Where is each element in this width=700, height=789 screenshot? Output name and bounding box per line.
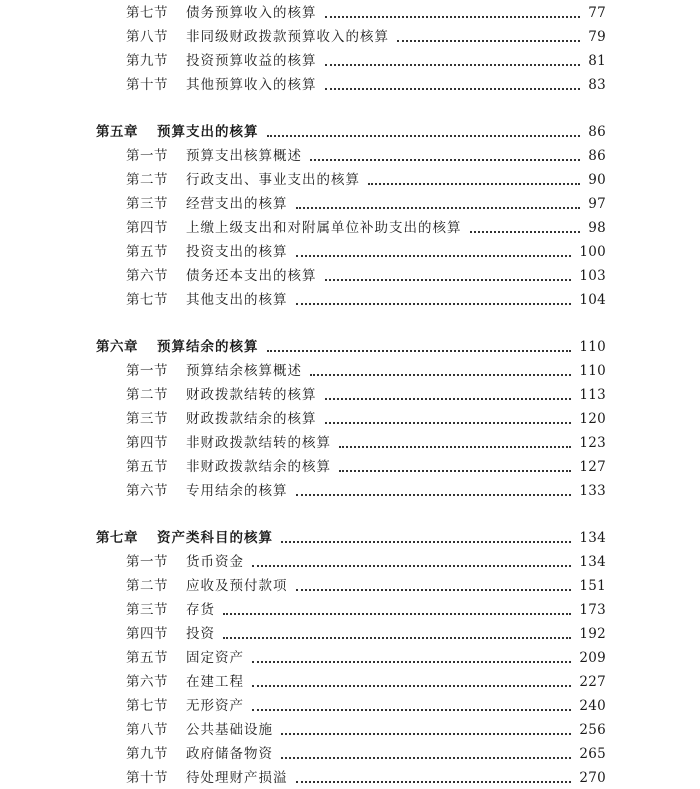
section-number: 第四节 [126,435,168,451]
page-number: 86 [588,124,606,140]
toc-section-entry [0,575,700,597]
section-title: 在建工程 [186,674,244,690]
section-number: 第六节 [126,268,168,284]
dot-leader [325,88,581,90]
dot-leader [267,135,581,137]
dot-leader [296,255,572,257]
dot-leader [252,685,571,687]
chapter-number: 第五章 [96,124,138,140]
section-number: 第三节 [126,602,168,618]
toc-section-entry [0,241,700,263]
page-number: 103 [579,268,606,284]
page-number: 192 [579,626,606,642]
dot-leader [368,183,580,185]
section-number: 第七节 [126,292,168,308]
page-number: 134 [579,554,606,570]
toc-section-entry [0,647,700,669]
dot-leader [325,16,581,18]
toc-section-entry [0,193,700,215]
toc-section-entry [0,671,700,693]
page-number: 151 [579,578,606,594]
toc-section-entry [0,551,700,573]
dot-leader [339,446,571,448]
toc-section-entry [0,599,700,621]
toc-section-entry [0,767,700,789]
page-number: 104 [579,292,606,308]
section-number: 第四节 [126,626,168,642]
section-number: 第六节 [126,483,168,499]
section-title: 非财政拨款结转的核算 [186,435,331,451]
section-number: 第五节 [126,244,168,260]
section-title: 应收及预付款项 [186,578,288,594]
page-number: 127 [579,459,606,475]
page-number: 227 [579,674,606,690]
section-number: 第一节 [126,554,168,570]
dot-leader [252,661,571,663]
chapter-title: 预算支出的核算 [157,124,259,140]
toc-section-entry [0,743,700,765]
section-number: 第十节 [126,770,168,786]
chapter-number: 第六章 [96,339,138,355]
section-number: 第八节 [126,722,168,738]
page-number: 110 [579,339,606,355]
dot-leader [339,470,571,472]
section-number: 第五节 [126,650,168,666]
toc-section-entry [0,2,700,24]
page-number: 79 [588,29,606,45]
page-number: 209 [579,650,606,666]
dot-leader [296,207,581,209]
dot-leader [325,398,572,400]
toc-chapter-entry [0,121,700,143]
section-title: 预算支出核算概述 [186,148,302,164]
dot-leader [470,231,581,233]
page-number: 133 [579,483,606,499]
toc-section-entry [0,26,700,48]
section-title: 非同级财政拨款预算收入的核算 [186,29,389,45]
section-title: 专用结余的核算 [186,483,288,499]
section-number: 第六节 [126,674,168,690]
dot-leader [296,303,572,305]
section-title: 财政拨款结余的核算 [186,411,317,427]
chapter-title: 预算结余的核算 [157,339,259,355]
toc-chapter-entry [0,527,700,549]
dot-leader [296,589,572,591]
page-number: 81 [588,53,606,69]
section-title: 行政支出、事业支出的核算 [186,172,360,188]
page-number: 86 [588,148,606,164]
section-title: 非财政拨款结余的核算 [186,459,331,475]
section-number: 第十节 [126,77,168,93]
page-number: 270 [579,770,606,786]
page-number: 97 [588,196,606,212]
dot-leader [397,40,580,42]
page-number: 90 [588,172,606,188]
section-number: 第九节 [126,746,168,762]
dot-leader [223,613,571,615]
page-number: 120 [579,411,606,427]
page-number: 98 [588,220,606,236]
section-title: 其他预算收入的核算 [186,77,317,93]
section-title: 无形资产 [186,698,244,714]
section-number: 第二节 [126,578,168,594]
dot-leader [281,541,571,543]
page-number: 134 [579,530,606,546]
page-number: 113 [579,387,606,403]
toc-section-entry [0,145,700,167]
section-title: 投资支出的核算 [186,244,288,260]
section-number: 第二节 [126,172,168,188]
chapter-number: 第七章 [96,530,138,546]
section-title: 货币资金 [186,554,244,570]
section-number: 第三节 [126,196,168,212]
section-title: 其他支出的核算 [186,292,288,308]
section-title: 投资预算收益的核算 [186,53,317,69]
section-title: 存货 [186,602,215,618]
dot-leader [281,733,571,735]
dot-leader [310,374,571,376]
page-number: 100 [579,244,606,260]
dot-leader [267,350,572,352]
section-title: 待处理财产损溢 [186,770,288,786]
page-number: 77 [588,5,606,21]
toc-section-entry [0,719,700,741]
section-number: 第四节 [126,220,168,236]
toc-section-entry [0,623,700,645]
section-number: 第一节 [126,148,168,164]
dot-leader [252,709,571,711]
page-number: 256 [579,722,606,738]
dot-leader [281,757,571,759]
page-number: 240 [579,698,606,714]
toc-section-entry [0,456,700,478]
section-number: 第七节 [126,5,168,21]
section-number: 第一节 [126,363,168,379]
page-number: 83 [588,77,606,93]
dot-leader [325,64,581,66]
section-number: 第五节 [126,459,168,475]
section-number: 第九节 [126,53,168,69]
section-title: 财政拨款结转的核算 [186,387,317,403]
section-title: 债务还本支出的核算 [186,268,317,284]
section-title: 投资 [186,626,215,642]
dot-leader [325,279,572,281]
toc-section-entry [0,289,700,311]
dot-leader [296,494,572,496]
section-title: 上缴上级支出和对附属单位补助支出的核算 [186,220,462,236]
section-title: 债务预算收入的核算 [186,5,317,21]
section-number: 第七节 [126,698,168,714]
toc-section-entry [0,384,700,406]
section-number: 第三节 [126,411,168,427]
toc-section-entry [0,695,700,717]
dot-leader [296,781,572,783]
toc-section-entry [0,408,700,430]
toc-section-entry [0,265,700,287]
section-title: 预算结余核算概述 [186,363,302,379]
dot-leader [310,159,580,161]
toc-section-entry [0,360,700,382]
dot-leader [223,637,571,639]
dot-leader [325,422,572,424]
toc-section-entry [0,480,700,502]
chapter-title: 资产类科目的核算 [157,530,273,546]
section-number: 第八节 [126,29,168,45]
toc-section-entry [0,217,700,239]
page-number: 110 [579,363,606,379]
toc-chapter-entry [0,336,700,358]
section-number: 第二节 [126,387,168,403]
dot-leader [252,565,571,567]
page-number: 123 [579,435,606,451]
toc-section-entry [0,74,700,96]
toc-section-entry [0,169,700,191]
section-title: 政府储备物资 [186,746,273,762]
toc-section-entry [0,432,700,454]
section-title: 经营支出的核算 [186,196,288,212]
page-number: 265 [579,746,606,762]
section-title: 固定资产 [186,650,244,666]
page-number: 173 [579,602,606,618]
section-title: 公共基础设施 [186,722,273,738]
toc-section-entry [0,50,700,72]
